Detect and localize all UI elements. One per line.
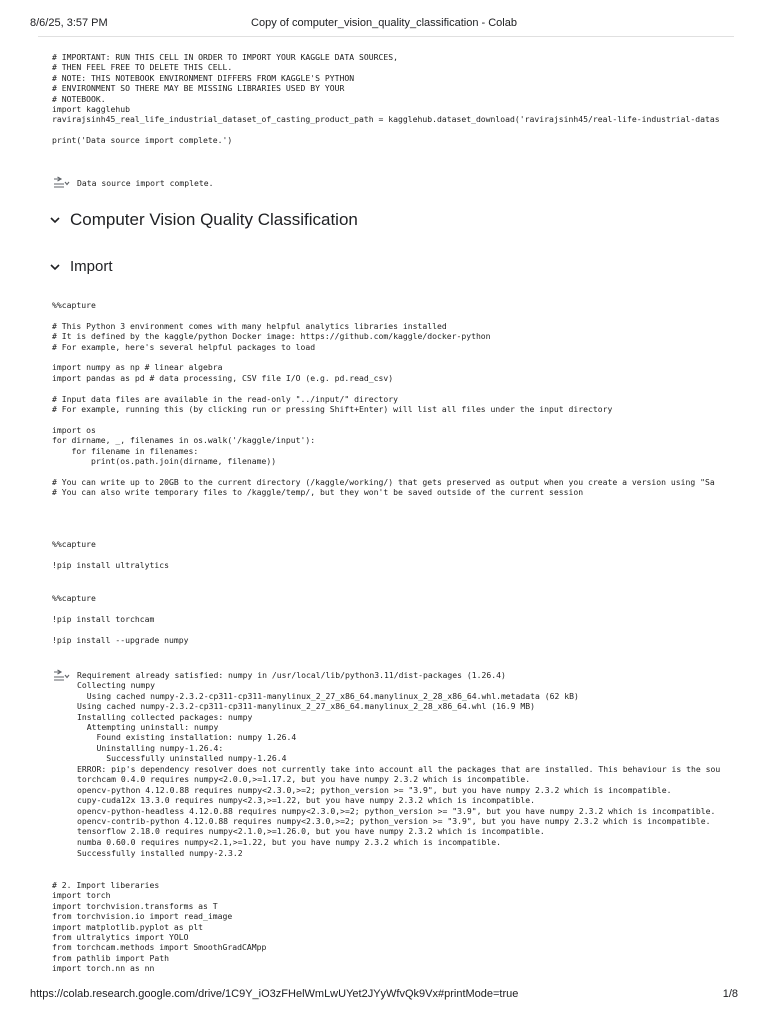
output-arrow-icon[interactable] bbox=[52, 669, 70, 683]
section-header[interactable] bbox=[48, 210, 358, 230]
chevron-down-icon[interactable] bbox=[48, 260, 62, 274]
divider bbox=[38, 36, 734, 37]
subsection-header[interactable] bbox=[48, 258, 113, 275]
pip-output: Requirement already satisfied: numpy in /usr/local/lib/python3.11/dist-packages (1.26.4) Collecting numpy Using cached numpy-2.3.2-cp311-cp311-manylinux_2_27_x86_64.manylinux_2_28_x86_64.whl.metadata (62 kB) Using cached numpy-2.3.2-cp311-cp311-manylinux_2_27_x86_64.manylinux_2_28_x86_64.whl (16.9 MB) Installing collected packages: numpy Attempting uninstall: numpy Found existing installation: numpy 1.26.4 Uninstalling numpy-1.26.4: Successfully uninstalled numpy-1.26.4 bbox=[77, 670, 579, 764]
code-cell-kaggle-import[interactable]: # IMPORTANT: RUN THIS CELL IN ORDER TO IMPORT YOUR KAGGLE DATA SOURCES, # THEN FEEL FREE TO DELETE THIS CELL. # NOTE: THIS NOTEBOOK ENVIRONMENT DIFFERS FROM KAGGLE'S PYTHON # ENVIRONMENT SO THERE MAY BE MISSING LIBRARIES USED BY YOUR # NOTEBOOK. import kagglehub ravirajsinh45_real_life_industrial_dataset_of_casting_product_path = kagglehub.dataset_download('ravirajsinh45/real-life-industrial-datas print('Data source import complete.') bbox=[52, 52, 720, 146]
pip-error-output: ERROR: pip's dependency resolver does not currently take into account all the packages that are installed. This behaviour is the sou torchcam 0.4.0 requires numpy<2.0.0,>=1.17.2, but you have numpy 2.3.2 which is incompatible. opencv-python 4.12.0.88 requires numpy<2.3.0,>=2; python_version >= "3.9", but you have numpy 2.3.2 which is incompatible. cupy-cuda12x 13.3.0 requires numpy<2.3,>=1.22, but you have numpy 2.3.2 which is incompatible. opencv-python-headless 4.12.0.88 requires numpy<2.3.0,>=2; python_version >= "3.9", but you have numpy 2.3.2 which is incompatible. opencv-contrib-python 4.12.0.88 requires numpy<2.3.0,>=2; python_version >= "3.9", but you have numpy 2.3.2 which is incompatible. tensorflow 2.18.0 requires numpy<2.1.0,>=1.26.0, but you have numpy 2.3.2 which is incompatible. numba 0.60.0 requires numpy<2.1,>=1.22, but you have numpy 2.3.2 which is incompatible. bbox=[77, 764, 721, 847]
print-datetime: 8/6/25, 3:57 PM bbox=[30, 17, 108, 29]
section-title: Computer Vision Quality Classification bbox=[70, 210, 358, 229]
print-header bbox=[0, 0, 768, 40]
code-cell-setup[interactable]: %%capture # This Python 3 environment comes with many helpful analytics libraries installed # It is defined by the kaggle/python Docker image: https://github.com/kaggle/docker-python # For example, here's several helpful packages to load import numpy as np # linear algebra import pandas as pd # data processing, CSV file I/O (e.g. pd.read_csv) # Input data files are available in the read-only "../input/" directory # For example, running this (by clicking run or pressing Shift+Enter) will list all files under the input directory import os for dirname, _, filenames in os.walk('/kaggle/input'): for filename in filenames: print(os.path.join(dirname, filename)) # You can write up to 20GB to the current directory (/kaggle/working/) that gets preserved as output when you create a version using "Sa # You can also write temporary files to /kaggle/temp/, but they won't be saved outside of the current session bbox=[52, 300, 715, 498]
code-cell-install-torchcam[interactable]: %%capture !pip install torchcam !pip install --upgrade numpy bbox=[52, 593, 189, 645]
print-title: Copy of computer_vision_quality_classification - Colab bbox=[251, 17, 517, 29]
page-number: 1/8 bbox=[722, 988, 738, 1000]
output-arrow-icon[interactable] bbox=[52, 176, 70, 190]
cell-output: Data source import complete. bbox=[77, 178, 214, 188]
subsection-title: Import bbox=[70, 258, 113, 275]
print-footer bbox=[0, 988, 768, 1024]
chevron-down-icon[interactable] bbox=[48, 213, 62, 227]
pip-success-output: Successfully installed numpy-2.3.2 bbox=[77, 848, 243, 858]
code-cell-imports[interactable]: # 2. Import liberaries import torch import torchvision.transforms as T from torchvision.io import read_image import matplotlib.pyplot as plt from ultralytics import YOLO from torchcam.methods import SmoothGradCAMpp from pathlib import Path import torch.nn as nn bbox=[52, 880, 267, 974]
code-cell-install-ultralytics[interactable]: %%capture !pip install ultralytics bbox=[52, 539, 169, 570]
page-url: https://colab.research.google.com/drive/1C9Y_iO3zFHelWmLwUYet2JYyWfvQk9Vx#printMode=true bbox=[30, 988, 519, 1000]
